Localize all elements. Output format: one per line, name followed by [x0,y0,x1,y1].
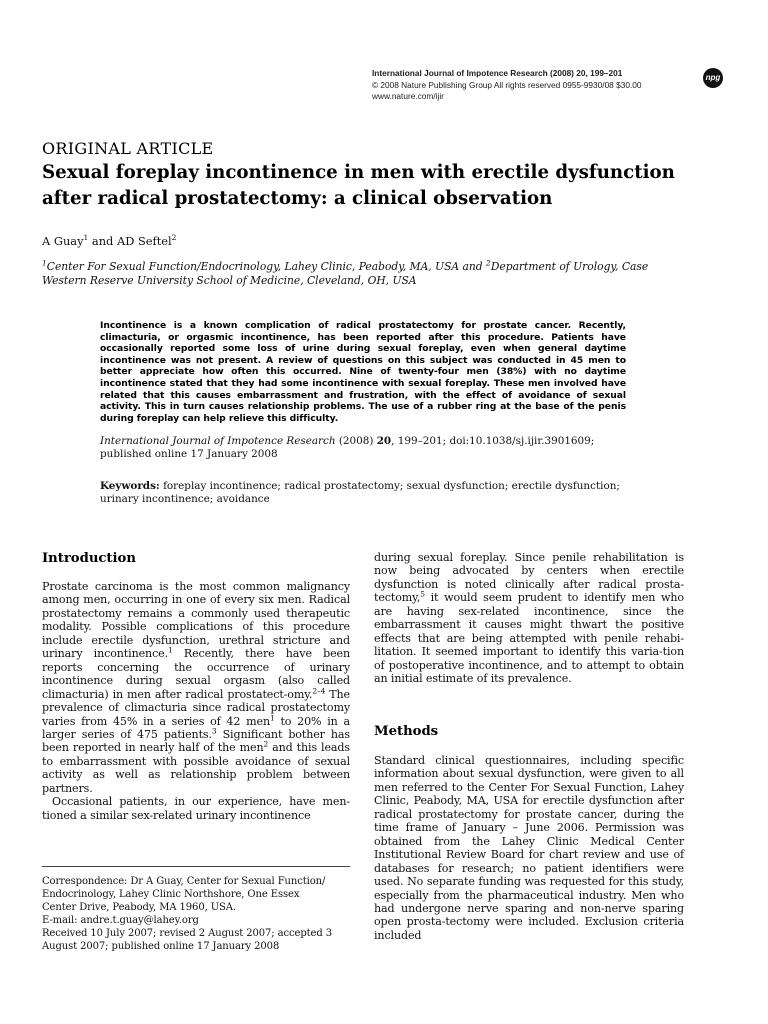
journal-url[interactable]: www.nature.com/ijir [372,91,444,101]
reference-marker: 2 [263,739,269,749]
correspondence-line: Correspondence: Dr A Guay, Center for Sexual Function/ [42,876,326,887]
text-run: The prevalence of climacturia since radical prostatectomy varies from 45% in a series of 42 men [42,687,350,728]
text-run: Significant bother has been reported in nearly half of the men [42,727,350,755]
affiliation-marker: 1 [42,258,47,268]
keywords-text: foreplay incontinence; radical prostatectomy; sexual dysfunction; erectile dysfunction; urinary incontinence; avoidance [100,480,620,506]
correspondence-email[interactable]: E-mail: andre.t.guay@lahey.org [42,914,199,926]
keywords [100,480,626,507]
abstract: Incontinence is a known complication of radical prostatectomy for prostate cancer. Recently, climacturia, or orgasmic incontinence, has been reported after this procedure. Patients have occasionally reported some loss of urine during sexual foreplay, even when general daytime incontinence was not present. A review of questions on this subject was conducted in 45 men to better appreciate how often this occurred. Nine of twenty-four men (38%) with no daytime incontinence stated that they had some incontinence with sexual foreplay. These men involved have related that this causes embarrassment and frustration, with the effect of avoidance of sexual activity. This in turn causes relationship problems. The use of a rubber ring at the base of the penis during foreplay can help relieve this difficulty. [100,320,626,424]
article-type: ORIGINAL ARTICLE [42,139,214,158]
footnote-divider [42,866,350,867]
journal-header [372,68,672,103]
correspondence-footnote [42,876,350,953]
citation-journal: International Journal of Impotence Research [100,435,336,447]
affiliation-text: Center For Sexual Function/Endocrinology, Lahey Clinic, Peabody, MA, USA and [46,260,487,273]
text-run: to 20% in a larger series of 475 patients. [42,714,350,741]
npg-logo: npg [703,68,723,88]
copyright-line: © 2008 Nature Publishing Group All rights reserved 0955-9930/08 $30.00 [372,79,642,90]
affiliations [42,260,692,288]
article-title: Sexual foreplay incontinence in men with erectile dysfunction after radical prostatectomy: a clinical observation [42,162,675,209]
methods-body [374,754,684,942]
reference-marker: 3 [211,726,217,736]
introduction-paragraph-continued [374,551,684,686]
introduction-paragraph: Occasional patients, in our experience, have men-tioned a similar sex-related urinary incontinence [42,795,350,822]
citation [100,435,626,462]
introduction-paragraph [42,580,350,795]
journal-citation-line: International Journal of Impotence Research (2008) 20, 199–201 [372,68,623,78]
correspondence-line: Endocrinology, Lahey Clinic Northshore, One Essex [42,888,300,900]
right-column-body [374,551,684,686]
affiliation-marker: 2 [486,258,491,268]
received-dates: August 2007; published online 17 January 2008 [42,940,280,952]
introduction-body [42,580,350,822]
citation-year: (2008) [335,435,377,447]
author-name: AD Seftel [116,234,172,248]
methods-paragraph: Standard clinical questionnaires, including specific information about sexual dysfunction, were given to all men referred to the Center For Sexual Function, Lahey Clinic, Peabody, MA, USA for erectile dysfunction after radical prostatectomy for prostate cancer, during the time frame of January – June 2006. Permission was obtained from the Lahey Clinic Medical Center Institutional Review Board for chart review and use of databases for research; no patient identifiers were used. No separate funding was requested for this study, especially from the pharmaceutical industry. Men who had undergone nerve sparing and non-nerve sparing open prosta-tectomy were included. Exclusion criteria included [374,754,684,942]
reference-marker: 1 [168,645,173,655]
author-list [42,234,176,248]
correspondence-line: Center Drive, Peabody, MA 1960, USA. [42,901,237,913]
text-run: Prostate carcinoma is the most common malignancy among men, occurring in one of every six men. Radical prostatectomy remains a commonly used therapeutic modality. Possible complications of this procedure include erectile dysfunction, urethral stricture and urinary incontinence. [42,580,350,661]
affiliation-text: Department of Urology, Case Western Reserve University School of Medicine, Cleveland, OH, USA [42,260,649,287]
introduction-heading: Introduction [42,551,136,566]
text-run: during sexual foreplay. Since penile rehabilitation is now being advocated by centers when erectile dysfunction is noted clinically after radical prosta-tectomy, [374,551,684,605]
text-run: Recently, there have been reports concerning the occurrence of urinary incontinence during sexual orgasm (also called climacturia) in men after radical prostatect-omy. [42,647,350,701]
text-run: it would seem prudent to identify men who are having sex-related incontinence, since the embarrassment it causes might thwart the positive effects that are being attempted with penile rehabi-litation. It seemed important to identify this varia-tion of postoperative incontinence, and to attempt to obtain an initial estimate of its prevalence. [374,591,684,686]
text-run: and this leads to embarrassment with possible avoidance of sexual activity as well as relationship problem between partners. [42,741,350,795]
received-dates: Received 10 July 2007; revised 2 August 2007; accepted 3 [42,927,332,939]
citation-volume: 20 [376,435,392,447]
citation-published: published online 17 January 2008 [100,448,278,461]
reference-marker: 2–4 [312,685,326,695]
reference-marker: 5 [420,589,425,599]
reference-marker: 1 [269,712,275,722]
affiliation-marker: 2 [171,233,177,243]
methods-heading: Methods [374,724,439,739]
author-name: A Guay [42,234,84,248]
citation-doi: , 199–201; doi:10.1038/sj.ijir.3901609; [391,435,595,447]
author-conjunction: and [88,234,117,248]
affiliation-marker: 1 [83,233,89,243]
keywords-label: Keywords: [100,480,160,492]
